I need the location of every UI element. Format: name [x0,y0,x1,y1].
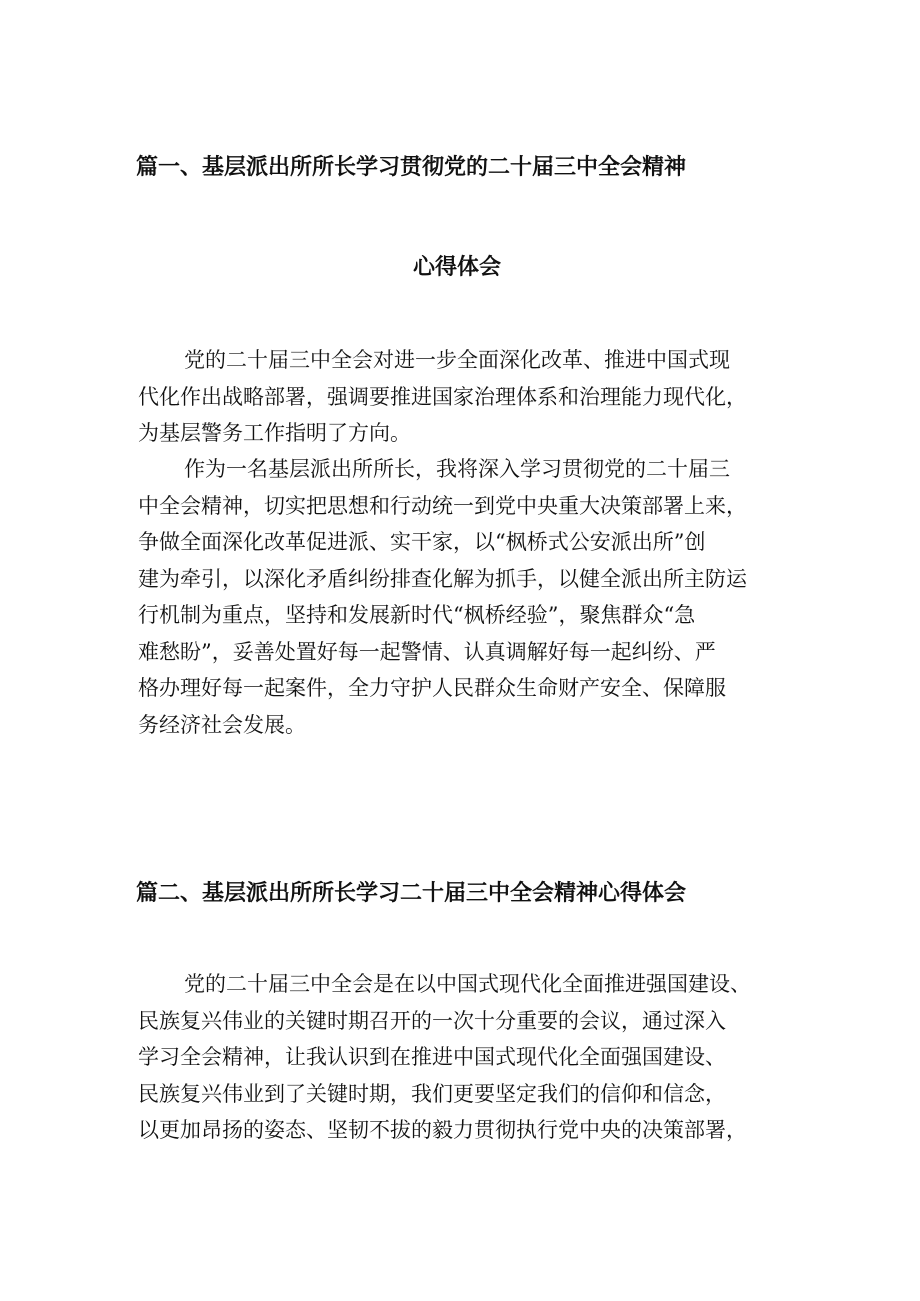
paragraph-line: 学习全会精神，让我认识到在推进中国式现代化全面强国建设、 [138,1045,726,1069]
paragraph-line: 民族复兴伟业的关键时期召开的一次十分重要的会议，通过深入 [138,1008,726,1033]
paragraph-line: 民族复兴伟业到了关键时期，我们更要坚定我们的信仰和信念， [138,1081,726,1106]
paragraph-line: 作为一名基层派出所所长，我将深入学习贯彻党的二十届三 [184,457,730,481]
paragraph-line: 格办理好每一起案件，全力守护人民群众生命财产安全、保障服 [138,676,726,700]
paragraph-line: 务经济社会发展。 [138,712,306,737]
section2-title: 篇二、基层派出所所长学习二十届三中全会精神心得体会 [136,881,687,906]
paragraph-line: 难愁盼”，妥善处置好每一起警情、认真调解好每一起纠纷、严 [138,639,716,664]
section1-title-line2: 心得体会 [413,255,502,280]
paragraph-line: 中全会精神，切实把思想和行动统一到党中央重大决策部署上来， [138,493,747,518]
paragraph-line: 党的二十届三中全会对进一步全面深化改革、推进中国式现 [184,348,730,372]
section2-paragraph-1 [138,966,798,1149]
paragraph-line: 行机制为重点，坚持和发展新时代“枫桥经验”，聚焦群众“急 [138,603,696,627]
section1-paragraph-2 [138,451,798,743]
paragraph-line: 建为牵引，以深化矛盾纠纷排查化解为抓手，以健全派出所主防运 [138,566,747,591]
paragraph-line: 以更加昂扬的姿态、坚韧不拔的毅力贯彻执行党中央的决策部署， [138,1118,747,1142]
paragraph-line: 党的二十届三中全会是在以中国式现代化全面推进强国建设、 [184,972,751,996]
paragraph-line: 争做全面深化改革促进派、实干家，以“枫桥式公安派出所”创 [138,530,706,554]
paragraph-line: 为基层警务工作指明了方向。 [138,421,411,445]
section1-title-line1: 篇一、基层派出所所长学习贯彻党的二十届三中全会精神 [136,155,687,180]
paragraph-line: 代化作出战略部署，强调要推进国家治理体系和治理能力现代化， [138,384,747,409]
section1-paragraph-1 [138,342,798,452]
